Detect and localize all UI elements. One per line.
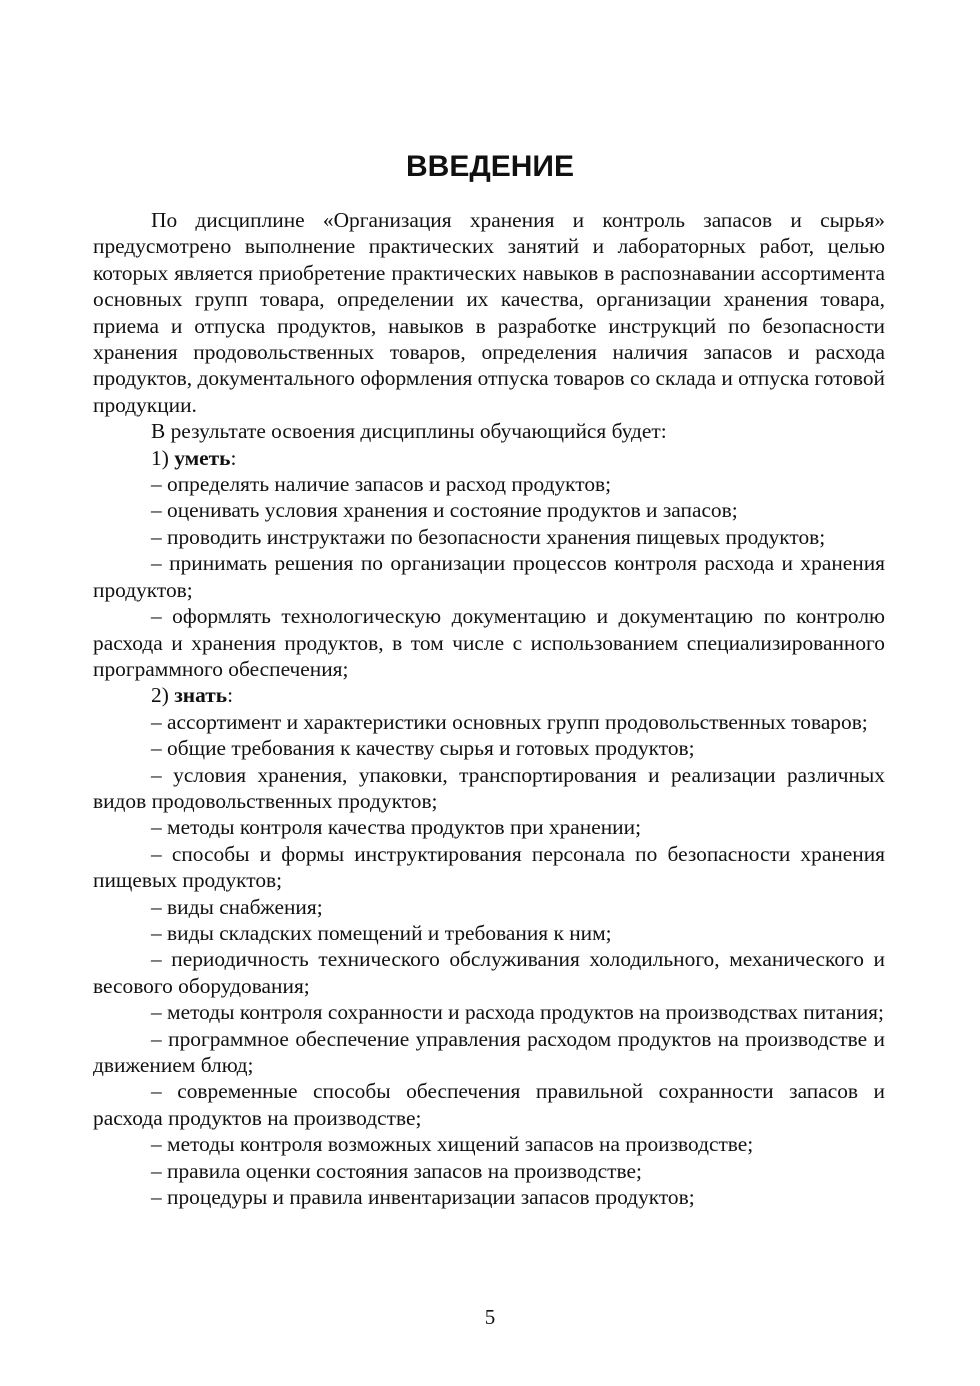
page-title: ВВЕДЕНИЕ <box>406 150 574 183</box>
knowledge-label: знать <box>174 683 228 708</box>
knowledge-item: – периодичность технического обслуживания холодильного, механического и весового оборудования; <box>93 947 885 998</box>
intro-paragraph: По дисциплине «Организация хранения и контроль запасов и сырья» предусмотрено выполнение практических занятий и лабораторных работ, целью которых является приобретение практических навыков в распознавании ассортимента основных групп товара, определении их качества, организации хранения товара, приема и отпуска продуктов, навыков в разработке инструкций по безопасности хранения продовольственных товаров, определения наличия запасов и расхода продуктов, документального оформления отпуска товаров со склада и отпуска готовой продукции. <box>93 208 885 417</box>
knowledge-item: – ассортимент и характеристики основных групп продовольственных товаров; <box>151 709 868 734</box>
knowledge-item: – условия хранения, упаковки, транспортирования и реализации различных видов продовольственных продуктов; <box>93 762 885 813</box>
result-line: В результате освоения дисциплины обучающийся будет: <box>151 419 667 444</box>
knowledge-item: – виды снабжения; <box>151 894 323 919</box>
knowledge-item: – программное обеспечение управления расходом продуктов на производстве и движением блюд; <box>93 1026 885 1077</box>
skills-item: – проводить инструктажи по безопасности хранения пищевых продуктов; <box>151 524 826 549</box>
knowledge-item: – методы контроля качества продуктов при хранении; <box>151 815 642 840</box>
knowledge-item: – способы и формы инструктирования персонала по безопасности хранения пищевых продуктов; <box>93 841 885 893</box>
knowledge-item: – правила оценки состояния запасов на производстве; <box>151 1158 642 1183</box>
knowledge-number: 2) <box>151 683 169 708</box>
knowledge-item: – методы контроля сохранности и расхода продуктов на производствах питания; <box>151 1000 884 1025</box>
knowledge-item: – методы контроля возможных хищений запасов на производстве; <box>151 1132 754 1157</box>
skills-item: – оценивать условия хранения и состояние продуктов и запасов; <box>151 498 738 523</box>
page-body <box>93 207 885 1210</box>
knowledge-item: – виды складских помещений и требования к ним; <box>151 920 612 945</box>
knowledge-colon: : <box>227 683 234 708</box>
knowledge-heading <box>93 682 885 708</box>
knowledge-item: – общие требования к качеству сырья и готовых продуктов; <box>151 736 695 761</box>
skills-item: – оформлять технологическую документацию и документацию по контролю расхода и хранения продуктов, в том числе с использованием специализированного программного обеспечения; <box>93 604 885 681</box>
skills-item: – принимать решения по организации процессов контроля расхода и хранения продуктов; <box>93 551 885 602</box>
knowledge-item: – современные способы обеспечения правильной сохранности запасов и расхода продуктов на производстве; <box>93 1079 885 1130</box>
skills-heading <box>93 445 885 471</box>
skills-colon: : <box>230 445 237 470</box>
skills-number: 1) <box>151 445 169 470</box>
page-number: 5 <box>484 1305 496 1329</box>
skills-item: – определять наличие запасов и расход продуктов; <box>151 472 612 497</box>
knowledge-item: – процедуры и правила инвентаризации запасов продуктов; <box>151 1185 695 1210</box>
skills-label: уметь <box>174 445 231 470</box>
